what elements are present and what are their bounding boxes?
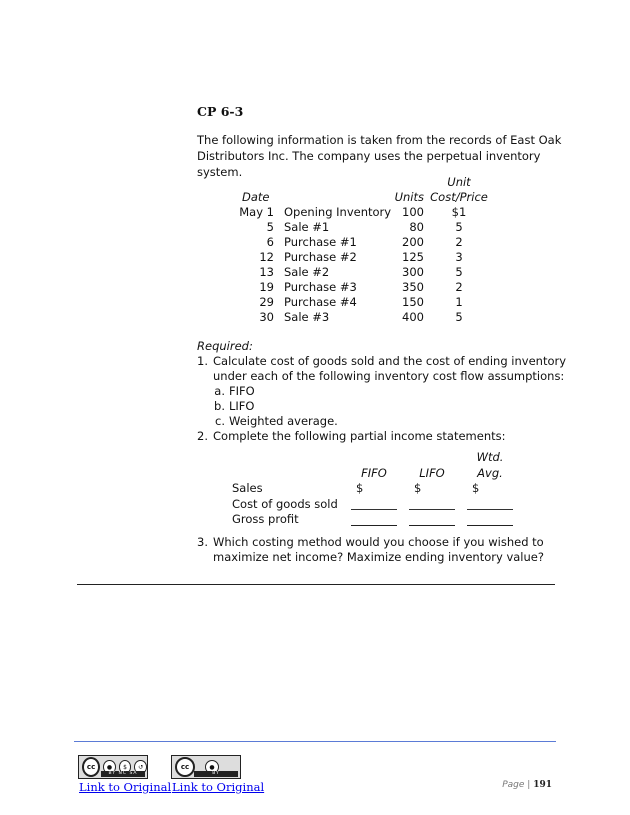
by-person-icon: ● (103, 760, 116, 774)
sub-text: Weighted average. (229, 414, 338, 428)
page-number-value: 191 (533, 780, 552, 790)
total-line (467, 525, 513, 526)
header-avg: Avg. (477, 465, 503, 480)
dollar-sign: $ (414, 481, 422, 495)
row-label: Sales (232, 481, 263, 495)
row-units: 150 (402, 295, 424, 309)
badge-strip-text: BY NC SA (101, 771, 145, 777)
row-label: Gross profit (232, 512, 299, 526)
table-row (232, 481, 532, 497)
cc-by-badge[interactable] (171, 755, 241, 779)
row-date: 30 (259, 310, 274, 324)
row-desc: Purchase #3 (284, 280, 357, 294)
required-label: Required: (197, 339, 253, 353)
item-number: 1. (197, 354, 208, 368)
row-desc: Purchase #1 (284, 235, 357, 249)
row-units: 100 (402, 205, 424, 219)
sa-share-icon: ↺ (134, 760, 147, 774)
sub-list (197, 384, 567, 429)
row-date: 19 (259, 280, 274, 294)
row-desc: Sale #3 (284, 310, 330, 324)
table-row (229, 250, 499, 265)
table-row (232, 512, 532, 528)
item-text: Complete the following partial income statements: (213, 429, 506, 443)
page-separator: | (524, 780, 534, 790)
sub-text: LIFO (229, 399, 255, 413)
by-person-icon: ● (205, 760, 219, 774)
income-statement-table (232, 450, 532, 528)
row-units: 125 (402, 250, 424, 264)
header-date: Date (242, 190, 270, 204)
table-row (232, 497, 532, 513)
row-desc: Sale #2 (284, 265, 330, 279)
row-cost: 1 (455, 295, 463, 309)
row-date: 13 (259, 265, 274, 279)
sub-text: FIFO (229, 384, 255, 398)
row-desc: Opening Inventory (284, 205, 392, 219)
header-units: Units (394, 190, 424, 204)
blank-line (467, 509, 513, 510)
table-row (229, 280, 499, 295)
blank-line (351, 509, 397, 510)
row-cost: 2 (455, 235, 463, 249)
sub-number: a. (214, 384, 225, 398)
section-divider (77, 584, 555, 585)
row-date: 5 (266, 220, 274, 234)
item-number: 2. (197, 429, 208, 443)
page-word: Page (502, 780, 525, 790)
link-to-original-2[interactable]: Link to Original (172, 780, 265, 794)
row-units: 400 (402, 310, 424, 324)
question-3 (197, 535, 567, 565)
footer-divider (74, 741, 556, 742)
total-line (409, 525, 455, 526)
list-item (213, 384, 567, 399)
row-cost: 5 (455, 310, 463, 324)
row-label: Cost of goods sold (232, 496, 338, 511)
row-cost: $1 (451, 205, 467, 219)
item-text: Calculate cost of goods sold and the cost of ending inventory under each of the following inventory cost flow assumptions: (213, 354, 567, 383)
row-cost: 3 (455, 250, 463, 264)
row-date: 12 (259, 250, 274, 264)
header-cost: Cost/Price (430, 190, 488, 204)
nc-dollar-icon: $ (119, 760, 132, 774)
intro-paragraph: The following information is taken from the records of East Oak Distributors Inc. The company uses the perpetual inventory system. (197, 133, 562, 179)
sub-number: c. (215, 414, 225, 428)
item-text: Which costing method would you choose if you wished to maximize net income? Maximize ending inventory value? (213, 535, 544, 564)
badge-strip-text: BY (194, 771, 238, 777)
total-line (351, 525, 397, 526)
row-cost: 5 (455, 265, 463, 279)
row-date: 6 (266, 235, 274, 249)
row-desc: Purchase #4 (284, 295, 357, 309)
row-cost: 5 (455, 220, 463, 234)
header-wtd: Wtd. (476, 450, 504, 464)
inventory-table (229, 175, 499, 325)
dollar-sign: $ (472, 481, 480, 495)
cc-logo-icon: cc (82, 757, 100, 777)
list-item (213, 414, 567, 429)
list-item (197, 535, 567, 565)
sub-number: b. (214, 399, 225, 413)
table-row (229, 235, 499, 250)
item-number: 3. (197, 535, 208, 549)
table-row (229, 220, 499, 235)
row-units: 200 (402, 235, 424, 249)
header-fifo: FIFO (361, 465, 387, 480)
row-desc: Purchase #2 (284, 250, 357, 264)
dollar-sign: $ (356, 481, 364, 495)
cc-by-nc-sa-badge[interactable] (78, 755, 148, 779)
header-unit: Unit (447, 175, 471, 189)
table-row (229, 265, 499, 280)
list-item (197, 354, 567, 384)
row-units: 300 (402, 265, 424, 279)
row-units: 80 (409, 220, 424, 234)
page-number (502, 780, 552, 790)
row-units: 350 (402, 280, 424, 294)
row-date: May 1 (239, 205, 274, 219)
cc-logo-icon: cc (175, 757, 195, 777)
table-row (229, 310, 499, 325)
blank-line (409, 509, 455, 510)
list-item (197, 429, 567, 444)
header-lifo: LIFO (419, 465, 445, 480)
link-to-original-1[interactable]: Link to Original (79, 780, 172, 794)
required-section (197, 339, 567, 444)
table-row (229, 295, 499, 310)
table-row (229, 205, 499, 220)
list-item (213, 399, 567, 414)
row-date: 29 (259, 295, 274, 309)
problem-title: CP 6-3 (197, 104, 244, 119)
row-cost: 2 (455, 280, 463, 294)
row-desc: Sale #1 (284, 220, 330, 234)
